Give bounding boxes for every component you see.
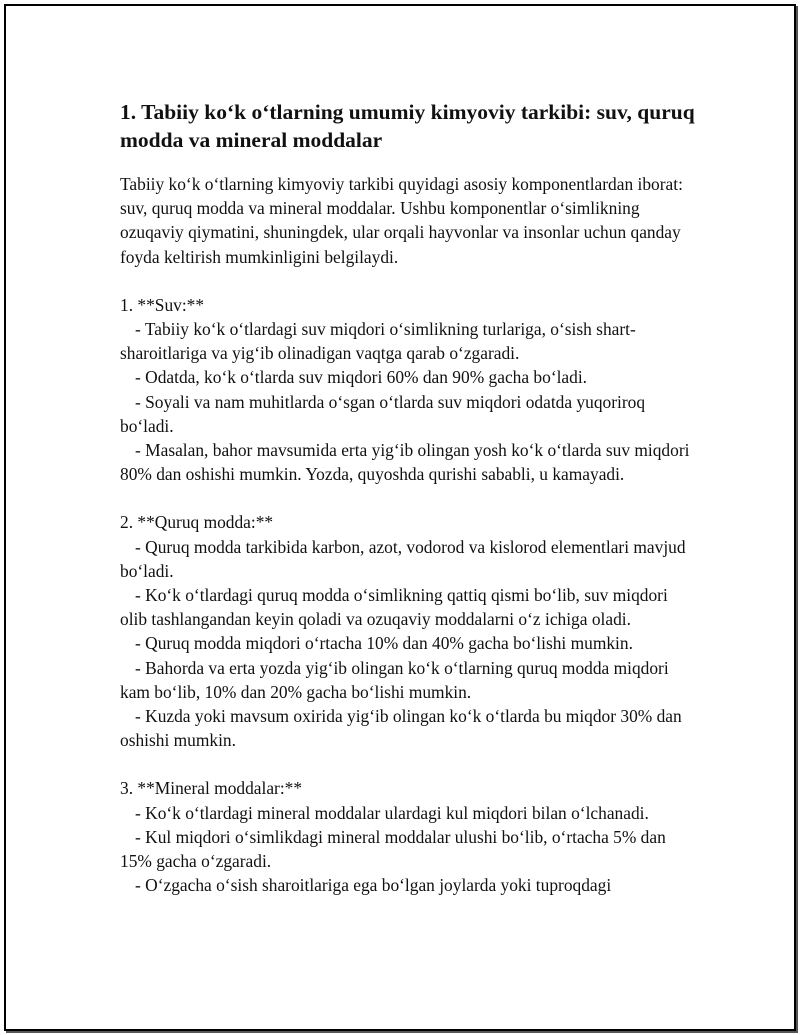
list-item: - Quruq modda miqdori oʻrtacha 10% dan 40% gacha boʻlishi mumkin. [135, 633, 633, 654]
list-item: - Odatda, koʻk oʻtlarda suv miqdori 60% dan 90% gacha boʻladi. [135, 367, 588, 388]
section-heading: 1. **Suv:** [120, 294, 205, 315]
list-item: - Kul miqdori oʻsimlikdagi mineral moddalar ulushi boʻlib, oʻrtacha 5% dan 15% gacha oʻzgaradi. [120, 826, 666, 872]
list-item: - Bahorda va erta yozda yigʻib olingan koʻk oʻtlarning quruq modda miqdori kam boʻlib, 10% dan 20% gacha boʻlishi mumkin. [120, 657, 669, 702]
section-dry-matter [120, 510, 695, 752]
list-item: - Tabiiy koʻk oʻtlardagi suv miqdori oʻsimlikning turlariga, oʻsish shart-sharoitlariga va yigʻib olinadigan vaqtga qarab oʻzgaradi. [120, 319, 636, 364]
list-item: - Soyali va nam muhitlarda oʻsgan oʻtlarda suv miqdori odatda yuqoriroq boʻladi. [120, 391, 646, 436]
document-title: 1. Tabiiy koʻk oʻtlarning umumiy kimyoviy tarkibi: suv, quruq modda va mineral moddalar [120, 100, 695, 152]
section-minerals [120, 776, 695, 897]
list-item: - Kuzda yoki mavsum oxirida yigʻib olingan koʻk oʻtlarda bu miqdor 30% dan oshishi mumkin. [120, 706, 682, 751]
page-frame [4, 4, 796, 1031]
list-item: - Masalan, bahor mavsumida erta yigʻib olingan yosh koʻk oʻtlarda suv miqdori 80% dan oshishi mumkin. Yozda, quyoshda qurishi sababli, u kamayadi. [120, 440, 690, 485]
list-item: - Quruq modda tarkibida karbon, azot, vodorod va kislorod elementlari mavjud boʻladi. [120, 536, 686, 581]
list-item: - Oʻzgacha oʻsish sharoitlariga ega boʻlgan joylarda yoki tuproqdagi [135, 875, 612, 896]
section-heading: 2. **Quruq modda:** [120, 512, 274, 533]
list-item: - Koʻk oʻtlardagi mineral moddalar ulardagi kul miqdori bilan oʻlchanadi. [135, 802, 649, 823]
section-water [120, 293, 695, 487]
list-item: - Koʻk oʻtlardagi quruq modda oʻsimlikning qattiq qismi boʻlib, suv miqdori olib tashlangandan keyin qoladi va ozuqaviy moddalarni oʻz ichiga oladi. [120, 585, 668, 630]
intro-paragraph: Tabiiy koʻk oʻtlarning kimyoviy tarkibi quyidagi asosiy komponentlardan iborat: suv, quruq modda va mineral moddalar. Ushbu komponentlar oʻsimlikning ozuqaviy qiymatini, shuningdek, ular orqali hayvonlar va insonlar uchun qanday foyda keltirish mumkinligini belgilaydi. [120, 174, 683, 267]
document-body [120, 98, 695, 897]
section-heading: 3. **Mineral moddalar:** [120, 778, 303, 799]
